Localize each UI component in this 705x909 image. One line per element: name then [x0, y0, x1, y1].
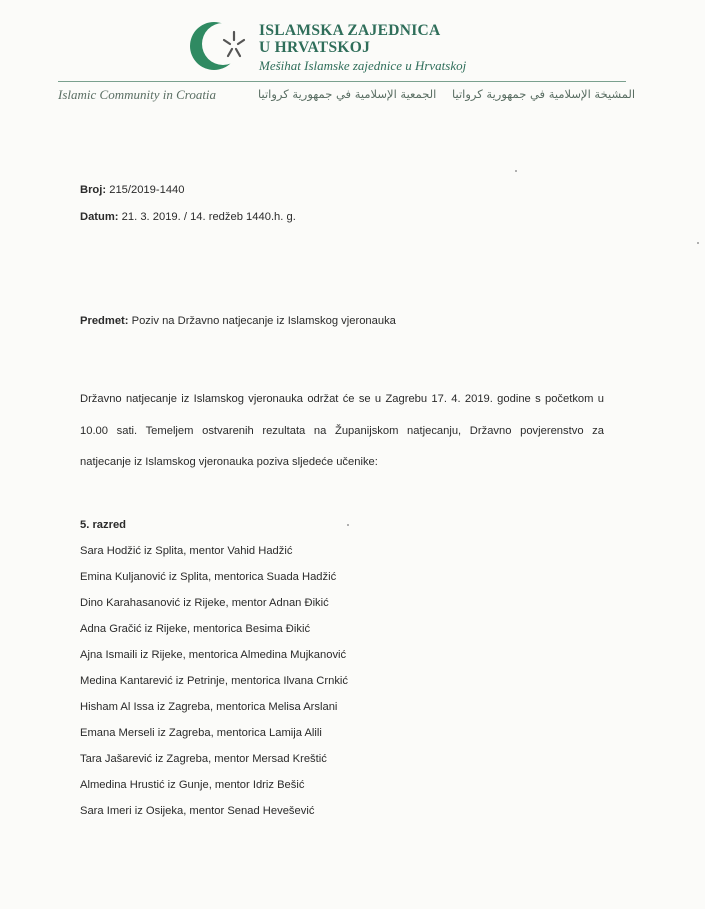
student-entry: Adna Gračić iz Rijeke, mentorica Besima Đikić: [80, 623, 311, 635]
document-date: [80, 211, 296, 223]
arabic-org-name-2: المشيخة الإسلامية في جمهورية كرواتيا: [452, 87, 636, 101]
english-org-name: Islamic Community in Croatia: [58, 87, 217, 102]
student-entry: Dino Karahasanović iz Rijeke, mentor Adnan Đikić: [80, 597, 329, 609]
scan-speck: [515, 170, 517, 172]
crescent-star-logo: [190, 18, 250, 74]
student-entry: Medina Kantarević iz Petrinje, mentorica Ilvana Crnkić: [80, 675, 348, 687]
student-entry: Almedina Hrustić iz Gunje, mentor Idriz Bešić: [80, 779, 305, 791]
student-entry: Sara Imeri iz Osijeka, mentor Senad Hevešević: [80, 805, 315, 817]
paragraph-line: Državno natjecanje iz Islamskog vjeronauka održat će se u Zagrebu 17. 4. 2019. godine s početkom u: [80, 393, 604, 405]
subject-line: [80, 315, 396, 327]
broj-value: 215/2019-1440: [109, 184, 185, 196]
header-divider: [58, 81, 626, 82]
datum-value: 21. 3. 2019. / 14. redžeb 1440.h. g.: [121, 211, 296, 223]
scan-speck: [347, 524, 349, 526]
student-entry: Tara Jašarević iz Zagreba, mentor Mersad Kreštić: [80, 753, 327, 765]
paragraph-line: natjecanje iz Islamskog vjeronauka poziva sljedeće učenike:: [80, 456, 378, 468]
org-title-line2: U HRVATSKOJ: [259, 39, 371, 56]
reference-number: [80, 184, 185, 196]
broj-label: Broj:: [80, 184, 107, 196]
subject-text: Poziv na Državno natjecanje iz Islamskog vjeronauka: [131, 315, 396, 327]
student-entry: Ajna Ismaili iz Rijeke, mentorica Almedina Mujkanović: [80, 649, 347, 661]
student-entry: Hisham Al Issa iz Zagreba, mentorica Melisa Arslani: [80, 701, 338, 713]
org-subtitle: Mešihat Islamske zajednice u Hrvatskoj: [259, 58, 467, 73]
student-entry: Sara Hodžić iz Splita, mentor Vahid Hadžić: [80, 545, 293, 557]
student-entry: Emana Merseli iz Zagreba, mentorica Lamija Alili: [80, 727, 322, 739]
grade-heading: 5. razred: [80, 519, 127, 531]
org-title-line1: ISLAMSKA ZAJEDNICA: [259, 22, 441, 39]
paragraph-line: 10.00 sati. Temeljem ostvarenih rezultata na Županijskom natjecanju, Državno povjerenstvo za: [80, 425, 604, 437]
arabic-org-name-1: الجمعية الإسلامية في جمهورية كرواتيا: [258, 87, 437, 101]
datum-label: Datum:: [80, 211, 119, 223]
scan-speck: [697, 242, 699, 244]
subject-label: Predmet:: [80, 315, 129, 327]
student-entry: Emina Kuljanović iz Splita, mentorica Suada Hadžić: [80, 571, 337, 583]
